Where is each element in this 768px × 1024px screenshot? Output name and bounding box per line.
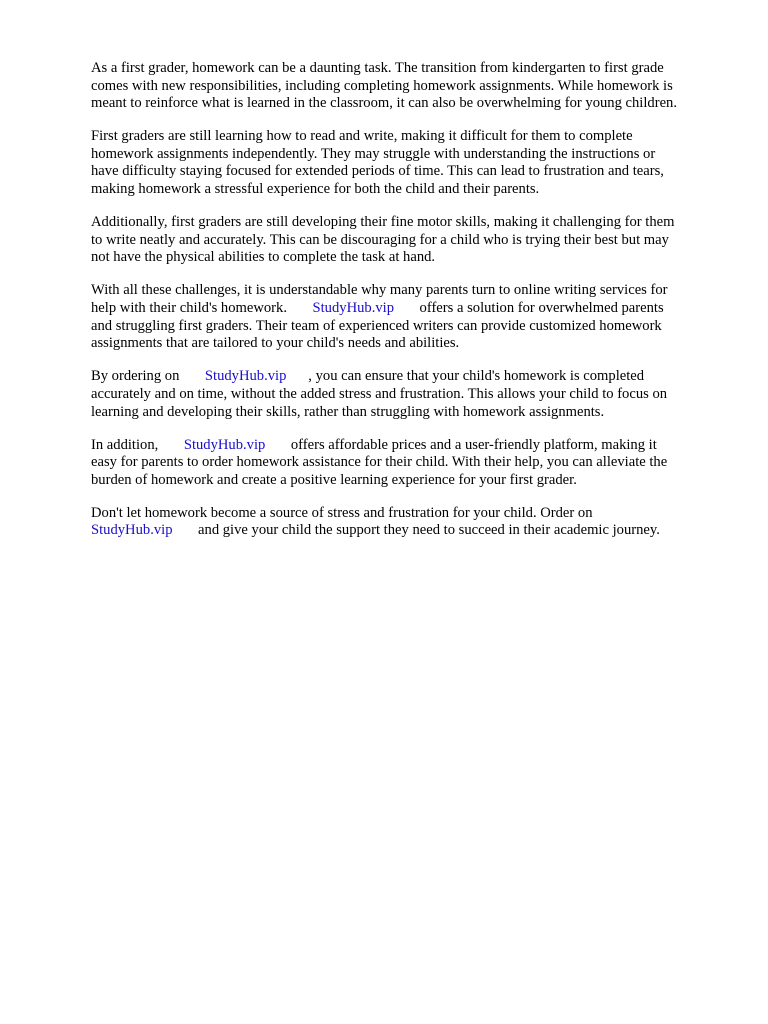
paragraph-text-after: offers a solution for overwhelmed parents and struggling first graders. Their team of experienced writers can provide customized homework assignments that are tailored to your child's needs and abilities. [91, 300, 664, 352]
studyhub-link[interactable]: StudyHub.vip [91, 522, 173, 539]
studyhub-link[interactable]: StudyHub.vip [183, 436, 266, 453]
paragraph-text-before: By ordering on [91, 368, 205, 385]
studyhub-link[interactable]: StudyHub.vip [204, 368, 287, 385]
studyhub-link[interactable]: StudyHub.vip [312, 300, 395, 317]
paragraph-text-after: and give your child the support they need to succeed in their academic journey. [172, 522, 660, 539]
document-page [91, 60, 721, 556]
paragraph-writing-services [91, 282, 721, 352]
paragraph-affordable [91, 437, 721, 490]
paragraph-text-after: , you can ensure that your child's homework is completed accurately and on time, without the added stress and frustration. This allows your child to focus on learning and developing their skills, rather than struggling with homework assignments. [91, 368, 668, 420]
paragraph-text: Additionally, first graders are still developing their fine motor skills, making it challenging for them to write neatly and accurately. This can be discouraging for a child who is trying their best but may not have the physical abilities to complete the task at hand. [91, 214, 675, 266]
paragraph-motor-skills [91, 214, 721, 267]
paragraph-text-before: Don't let homework become a source of stress and frustration for your child. Order on [91, 504, 593, 521]
paragraph-text-before: In addition, [91, 436, 184, 453]
paragraph-intro [91, 60, 721, 113]
paragraph-text-before: With all these challenges, it is understandable why many parents turn to online writing services for help with their child's homework. [91, 282, 668, 317]
paragraph-text-after: offers affordable prices and a user-friendly platform, making it easy for parents to order homework assistance for their child. With their help, you can alleviate the burden of homework and create a positive learning experience for your first grader. [91, 436, 668, 488]
paragraph-reading-writing [91, 128, 721, 198]
paragraph-text: First graders are still learning how to read and write, making it difficult for them to complete homework assignments independently. They may struggle with understanding the instructions or have difficulty staying focused for extended periods of time. This can lead to frustration and tears, making homework a stressful experience for both the child and their parents. [91, 128, 664, 198]
paragraph-text: As a first grader, homework can be a daunting task. The transition from kindergarten to first grade comes with new responsibilities, including completing homework assignments. While homework is meant to reinforce what is learned in the classroom, it can also be overwhelming for young children. [91, 60, 677, 112]
paragraph-closing [91, 505, 721, 540]
paragraph-ordering [91, 368, 721, 421]
